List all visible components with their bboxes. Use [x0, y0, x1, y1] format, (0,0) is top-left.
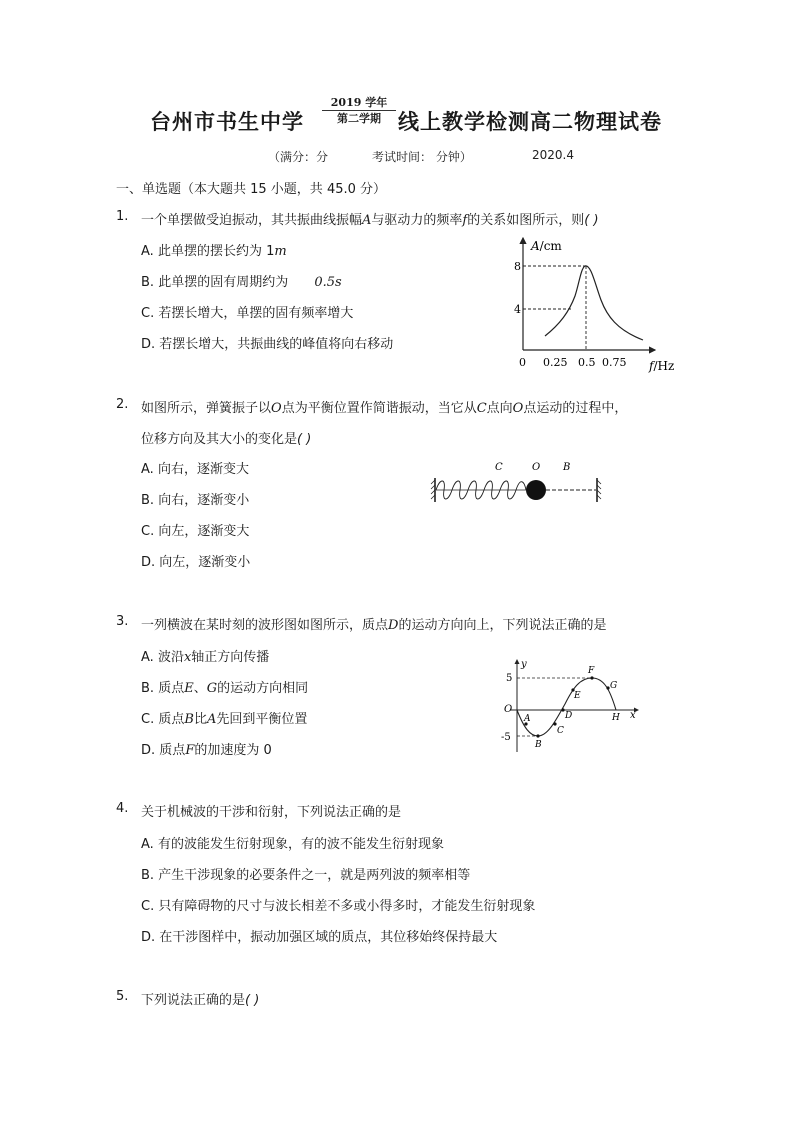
option-label: D.	[141, 337, 156, 352]
q1-stem-b: 与驱动力的频率	[371, 213, 463, 228]
resonance-curve-figure	[505, 232, 685, 377]
option-text: 比	[193, 712, 207, 727]
option-var: E	[184, 681, 194, 696]
q4-option-b[interactable]	[141, 864, 470, 883]
q2-var-o: O	[271, 401, 282, 416]
q2-var-o2: O	[512, 401, 524, 416]
q3-number: 3.	[116, 614, 129, 629]
wave-origin: O	[504, 704, 513, 715]
option-label: A.	[141, 462, 154, 477]
q4-stem: 关于机械波的干涉和衍射，下列说法正确的是	[141, 805, 402, 820]
wave-label-e: E	[574, 691, 581, 701]
option-text: 先回到平衡位置	[216, 712, 308, 727]
option-label: C.	[141, 524, 155, 539]
y-axis-label: A/cm	[531, 239, 562, 253]
q1-stem-a: 一个单摆做受迫振动，其共振曲线振幅	[141, 213, 363, 228]
q4-option-d[interactable]	[141, 926, 497, 945]
wave-figure	[500, 656, 645, 756]
title-school: 台州市书生中学	[150, 109, 304, 134]
wave-y-label: y	[521, 659, 527, 670]
option-text: 波沿	[157, 650, 184, 665]
section-heading: 一、单选题（本大题共 15 小题，共 45.0 分）	[116, 182, 387, 197]
q3-option-a[interactable]	[141, 646, 269, 665]
wave-x-label: x	[630, 710, 636, 721]
option-label: B.	[141, 868, 155, 883]
option-label: D.	[141, 555, 156, 570]
oscillator-ball	[526, 480, 546, 500]
option-label: A.	[141, 244, 154, 259]
q3-stem-a: 一列横波在某时刻的波形图如图所示，质点	[141, 618, 389, 633]
q5-stem-text: 下列说法正确的是	[141, 993, 246, 1008]
option-text: 向右，逐渐变小	[158, 493, 250, 508]
option-unit: m	[274, 244, 287, 259]
option-text: 质点	[159, 743, 186, 758]
y-tick-8: 8	[514, 260, 521, 273]
option-label: B.	[141, 275, 155, 290]
option-var: A	[206, 712, 217, 727]
option-label: A.	[141, 837, 154, 852]
y-tick-4: 4	[514, 303, 521, 316]
q2-stem-line2-text: 位移方向及其大小的变化是	[141, 432, 298, 447]
option-var: B	[184, 712, 194, 727]
q1-stem	[141, 209, 599, 228]
q1-number: 1.	[116, 209, 129, 224]
resonance-curve	[545, 266, 643, 340]
q5-number: 5.	[116, 989, 129, 1004]
q2-option-d[interactable]	[141, 551, 250, 570]
q1-stem-c: 的关系如图所示，则	[467, 213, 585, 228]
q3-stem	[141, 614, 606, 633]
wave-label-h: H	[612, 713, 620, 723]
option-text: 向右，逐渐变大	[157, 462, 249, 477]
q2-stem-d: 点运动的过程中，	[523, 401, 628, 416]
option-label: B.	[141, 493, 155, 508]
spring-oscillator-figure	[430, 458, 610, 508]
q3-option-c[interactable]	[141, 708, 307, 727]
option-text: 、	[193, 681, 207, 696]
q3-var-d: D	[388, 618, 399, 633]
q4-option-a[interactable]	[141, 833, 444, 852]
label-o: O	[532, 462, 541, 473]
time-label: 考试时间： 分钟）	[372, 150, 472, 164]
option-label: C.	[141, 712, 155, 727]
q4-number: 4.	[116, 801, 129, 816]
label-c: C	[495, 462, 503, 473]
title-term: 第二学期	[322, 110, 396, 126]
q1-option-c[interactable]	[141, 302, 353, 321]
option-label: B.	[141, 681, 155, 696]
option-label: D.	[141, 743, 156, 758]
x-tick-075: 0.75	[602, 356, 627, 369]
wave-label-c: C	[557, 726, 564, 736]
q1-option-b[interactable]	[141, 271, 342, 290]
option-text: 此单摆的固有周期约为	[158, 275, 289, 290]
q2-stem-line1	[141, 397, 627, 416]
option-text: 的运动方向相同	[217, 681, 309, 696]
x-tick-05: 0.5	[578, 356, 596, 369]
q1-option-a[interactable]	[141, 240, 287, 259]
q2-var-c: C	[476, 401, 487, 416]
q5-paren: ( )	[245, 993, 260, 1008]
option-text: 质点	[158, 681, 185, 696]
option-text: 轴正方向传播	[191, 650, 270, 665]
option-text: 产生干涉现象的必要条件之一，就是两列波的频率相等	[158, 868, 471, 883]
exam-date: 2020.4	[532, 148, 574, 162]
q1-var-a: A	[362, 213, 372, 228]
q3-stem-b: 的运动方向向上，下列说法正确的是	[398, 618, 607, 633]
option-var: x	[183, 650, 192, 665]
option-label: A.	[141, 650, 154, 665]
q1-var-f: f	[462, 213, 468, 228]
option-text: 的加速度为 0	[194, 743, 272, 758]
wave-label-d: D	[565, 711, 573, 721]
option-text: 只有障碍物的尺寸与波长相差不多或小得多时，才能发生衍射现象	[158, 899, 536, 914]
score-label: （满分：分	[268, 150, 329, 164]
x-axis-label: f/Hz	[649, 359, 675, 373]
q1-paren: ( )	[584, 213, 599, 228]
q2-option-b[interactable]	[141, 489, 249, 508]
wave-label-f: F	[588, 666, 595, 676]
label-b: B	[563, 462, 571, 473]
option-label: D.	[141, 930, 156, 945]
option-text: 有的波能发生衍射现象，有的波不能发生衍射现象	[157, 837, 444, 852]
q2-stem-line2	[141, 428, 311, 447]
x-tick-025: 0.25	[543, 356, 568, 369]
title-exam: 线上教学检测高二物理试卷	[398, 109, 662, 134]
option-var: G	[206, 681, 218, 696]
q2-stem-a: 如图所示，弹簧振子以	[141, 401, 272, 416]
option-text: 若摆长增大，单摆的固有频率增大	[158, 306, 354, 321]
option-text: 此单摆的摆长约为 1	[157, 244, 275, 259]
title-year: 2019 学年	[330, 96, 388, 109]
option-text: 向左，逐渐变小	[159, 555, 251, 570]
q1-option-d[interactable]	[141, 333, 393, 352]
option-text: 在干涉图样中，振动加强区域的质点，其位移始终保持最大	[159, 930, 498, 945]
wave-y-tick-neg5: -5	[501, 732, 511, 743]
q2-number: 2.	[116, 397, 129, 412]
wave-points	[524, 676, 609, 737]
option-var: F	[185, 743, 195, 758]
q2-stem-c: 点向	[486, 401, 513, 416]
option-value: 0.5s	[314, 275, 342, 290]
q2-stem-b: 点为平衡位置作简谐振动，当它从	[281, 401, 477, 416]
wave-label-b: B	[535, 740, 542, 750]
option-text: 向左，逐渐变大	[158, 524, 250, 539]
title-term-stack	[322, 96, 396, 126]
q5-stem	[141, 989, 259, 1008]
q2-paren: ( )	[297, 432, 312, 447]
wave-label-a: A	[524, 714, 531, 724]
wave-label-g: G	[610, 681, 618, 691]
q3-option-d[interactable]	[141, 739, 272, 758]
wave-curve	[517, 678, 616, 736]
option-label: C.	[141, 899, 155, 914]
wave-y-tick-5: 5	[506, 673, 513, 684]
option-label: C.	[141, 306, 155, 321]
q4-option-c[interactable]	[141, 895, 535, 914]
q3-option-b[interactable]	[141, 677, 308, 696]
option-text: 质点	[158, 712, 185, 727]
q2-option-c[interactable]	[141, 520, 249, 539]
x-tick-0: 0	[519, 356, 526, 369]
option-text: 若摆长增大，共振曲线的峰值将向右移动	[159, 337, 394, 352]
q2-option-a[interactable]	[141, 458, 249, 477]
